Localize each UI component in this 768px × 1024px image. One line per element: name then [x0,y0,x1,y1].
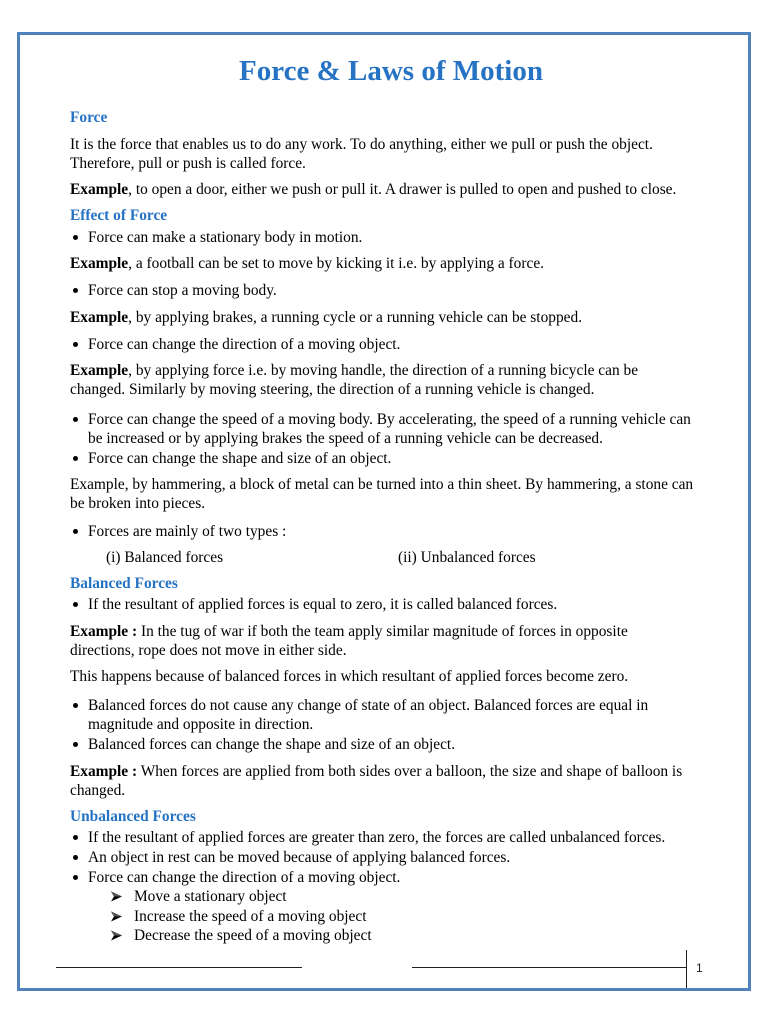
bullet-item [88,595,557,614]
bullet-icon [73,742,78,747]
bullet-icon [73,835,78,840]
bullet-text: Balanced forces can change the shape and size of an object. [88,736,456,753]
section-heading-unbalanced-forces: Unbalanced Forces [70,808,196,825]
effect-example [70,254,544,273]
example-text: In the tug of war if both the team apply similar magnitude of forces in opposite directions, rope does not move in either side. [70,623,628,659]
bullet-icon [73,602,78,607]
bullet-icon [73,529,78,534]
bullet-text: Force can make a stationary body in motion. [88,229,363,246]
bullet-text: An object in rest can be moved because of applying balanced forces. [88,849,511,866]
sub-list-text: Increase the speed of a moving object [134,908,367,925]
bullet-icon [73,417,78,422]
bullet-text: If the resultant of applied forces is equal to zero, it is called balanced forces. [88,596,558,613]
sub-list-item [134,907,366,926]
footer-rule-right [412,967,686,968]
sub-list-item [134,887,287,906]
bullet-text: Force can change the speed of a moving body. By accelerating, the speed of a running vehicle can be increased or by applying brakes the speed of a running vehicle can be decreased. [88,411,691,447]
bullet-icon [73,456,78,461]
example-label: Example : [70,763,138,780]
example-text: , a football can be set to move by kicking it i.e. by applying a force. [128,255,545,272]
example-text: When forces are applied from both sides over a balloon, the size and shape of balloon is changed. [70,763,683,799]
bullet-item [88,868,400,887]
effect-example [70,361,638,399]
balanced-explanation: This happens because of balanced forces in which resultant of applied forces become zero. [70,668,629,685]
bullet-icon [73,855,78,860]
page-title: Force & Laws of Motion [239,55,543,87]
balanced-example [70,622,628,660]
section-heading-effect-of-force: Effect of Force [70,207,168,224]
example-label: Example [70,309,129,326]
section-heading-balanced-forces: Balanced Forces [70,575,178,592]
sub-list-item [134,926,372,945]
bullet-text: Balanced forces do not cause any change of state of an object. Balanced forces are equal in magnitude and opposite in direction. [88,697,649,733]
example-label: Example [70,255,129,272]
force-definition: It is the force that enables us to do any work. To do anything, either we pull or push the object. Therefore, pull or push is called force. [70,136,653,172]
force-type-balanced: (i) Balanced forces [106,549,224,566]
example-label: Example [70,362,129,379]
effect-example: Example, by hammering, a block of metal can be turned into a thin sheet. By hammering, a stone can be broken into pieces. [70,476,694,512]
example-label: Example [70,181,129,198]
sub-list-text: Move a stationary object [134,888,287,905]
force-example [70,180,676,199]
example-text: , by applying brakes, a running cycle or a running vehicle can be stopped. [128,309,583,326]
bullet-item [88,696,648,734]
bullet-icon [73,288,78,293]
example-text: , to open a door, either we push or pull it. A drawer is pulled to open and pushed to close. [128,181,677,198]
section-heading-force: Force [70,109,108,126]
sub-list-text: Decrease the speed of a moving object [134,927,372,944]
bullet-item [88,522,286,541]
example-text: , by applying force i.e. by moving handle, the direction of a running bicycle can be changed. Similarly by moving steering, the direction of a running vehicle is changed. [70,362,639,398]
bullet-item [88,828,665,847]
example-label: Example : [70,623,138,640]
bullet-text: Force can stop a moving body. [88,282,277,299]
balanced-example [70,762,682,800]
force-type-unbalanced: (ii) Unbalanced forces [398,549,536,566]
bullet-item [88,228,362,247]
bullet-icon [73,342,78,347]
bullet-icon [73,703,78,708]
bullet-item [88,281,277,300]
bullet-text: Force can change the direction of a moving object. [88,869,401,886]
bullet-text: Force can change the shape and size of an object. [88,450,392,467]
arrow-bullet-icon [111,930,122,941]
effect-example [70,308,582,327]
arrow-bullet-icon [111,911,122,922]
bullet-item [88,449,391,468]
bullet-text: Forces are mainly of two types : [88,523,287,540]
bullet-icon [73,235,78,240]
bullet-text: If the resultant of applied forces are greater than zero, the forces are called unbalanced forces. [88,829,666,846]
bullet-item [88,335,400,354]
arrow-bullet-icon [111,891,122,902]
footer-divider [686,950,687,988]
page-number: 1 [696,961,703,975]
bullet-item [88,735,455,754]
bullet-icon [73,875,78,880]
bullet-item [88,410,691,448]
bullet-text: Force can change the direction of a moving object. [88,336,401,353]
bullet-item [88,848,510,867]
footer-rule-left [56,967,302,968]
